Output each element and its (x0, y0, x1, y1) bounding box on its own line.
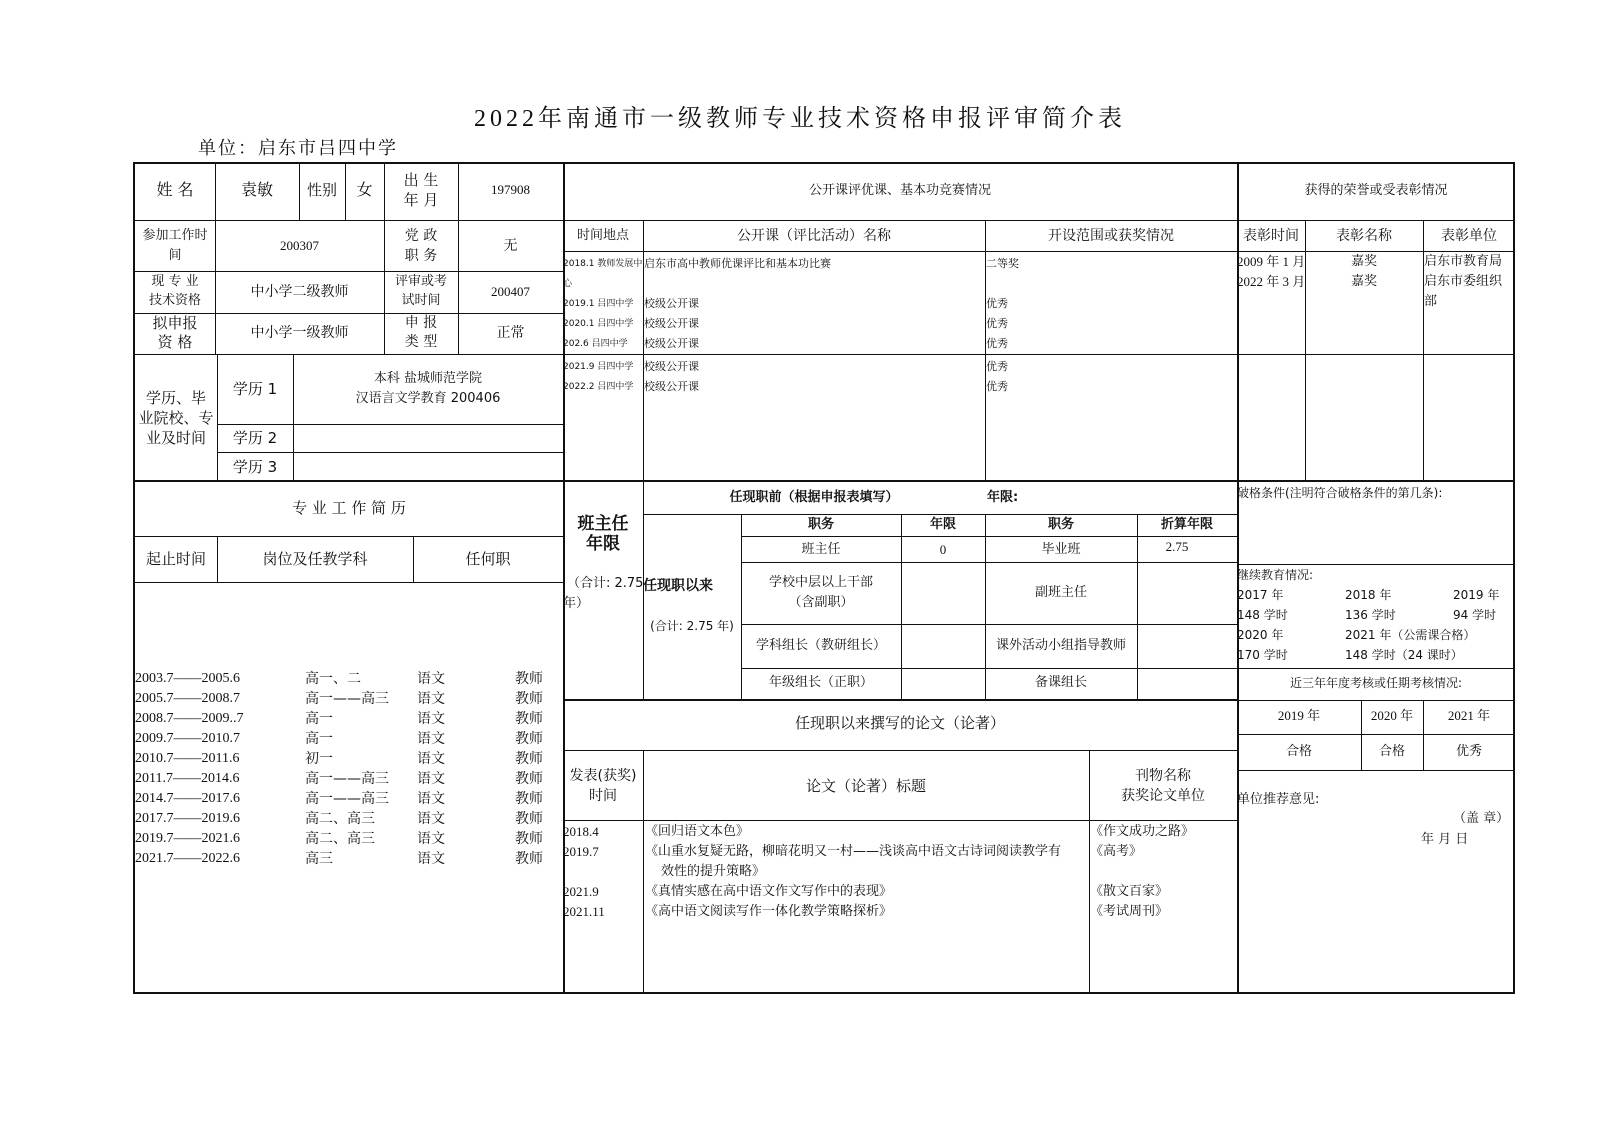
name-label: 姓 名 (156, 180, 194, 199)
open-class-header: 公开课评优课、基本功竞赛情况 (808, 183, 991, 198)
resume-period: 2005.7——2008.7 (135, 691, 240, 706)
recommend-label: 单位推荐意见: (1237, 792, 1320, 807)
resume-subject: 语文 (417, 831, 445, 847)
paper-time: 2019.7 (563, 844, 599, 859)
resume-col-job: 任何职 (465, 550, 511, 568)
resume-period: 2009.7——2010.7 (135, 731, 240, 746)
resume-period: 2010.7——2011.6 (135, 751, 240, 766)
open-name: 校级公开课 (644, 297, 699, 310)
ct-r1-years: 0 (939, 542, 947, 557)
open-name: 校级公开课 (644, 380, 699, 393)
resume-job: 教师 (515, 811, 543, 827)
paper-title: 《真情实感在高中语文作文写作中的表现》 (645, 884, 893, 899)
honor-unit: 部 (1424, 294, 1438, 309)
continuing-education-label: 继续教育情况: (1237, 568, 1314, 582)
cur-qual-value: 中小学二级教师 (250, 284, 349, 300)
resume-grade: 高一 (305, 731, 333, 747)
open-col-time: 时间地点 (576, 228, 629, 243)
type-label: 申 报 (404, 315, 438, 331)
resume-grade: 高一——高三 (305, 771, 389, 787)
resume-job: 教师 (515, 731, 543, 747)
resume-subject: 语文 (417, 671, 445, 687)
papers-col-time: 发表(获奖) (569, 768, 637, 784)
open-result: 优秀 (986, 337, 1008, 350)
edu3-label: 学历 3 (232, 458, 278, 476)
cur-qual-label: 现 专 业 (151, 274, 199, 289)
resume-job: 教师 (515, 711, 543, 727)
resume-subject: 语文 (417, 791, 445, 807)
paper-time: 2021.9 (563, 884, 599, 899)
resume-job: 教师 (515, 771, 543, 787)
resume-grade: 初一 (305, 751, 333, 767)
resume-subject: 语文 (417, 731, 445, 747)
paper-title: 《高中语文阅读写作一体化教学策略探析》 (645, 904, 893, 919)
resume-col-period: 起止时间 (145, 550, 206, 568)
resume-grade: 高一、二 (305, 671, 361, 687)
resume-job: 教师 (515, 751, 543, 767)
honors-col-name: 表彰名称 (1336, 228, 1392, 244)
paper-title: 《山重水复疑无路，柳暗花明又一村——浅谈高中语文古诗词阅读教学有 (645, 844, 1062, 859)
open-result: 优秀 (986, 360, 1008, 373)
assessment-2021: 优秀 (1455, 744, 1482, 759)
unit-label: 单位：启东市吕四中学 (198, 138, 398, 158)
ct-r1-post: 班主任 (801, 542, 841, 557)
open-time: 2018.1 教师发展中 (563, 259, 643, 269)
resume-job: 教师 (515, 691, 543, 707)
open-result: 二等奖 (986, 257, 1019, 270)
open-name: 校级公开课 (644, 317, 699, 330)
resume-subject: 语文 (417, 751, 445, 767)
open-name: 校级公开课 (644, 360, 699, 373)
resume-job: 教师 (515, 851, 543, 867)
paper-title: 效性的提升策略》 (661, 864, 766, 879)
open-name: 校级公开课 (644, 337, 699, 350)
apply-qual-value: 中小学一级教师 (250, 325, 349, 341)
edu1-label: 学历 1 (232, 380, 278, 398)
open-col-result: 开设范围或获奖情况 (1048, 228, 1174, 244)
resume-subject: 语文 (417, 691, 445, 707)
open-time: 2020.1 吕四中学 (563, 319, 634, 329)
resume-grade: 高一——高三 (305, 691, 389, 707)
resume-grade: 高一 (305, 711, 333, 727)
resume-header: 专 业 工 作 简 历 (292, 499, 406, 517)
honor-time: 2009 年 1 月 (1237, 254, 1306, 269)
ct-r4-post2: 备课组长 (1034, 675, 1087, 690)
work-start-value: 200307 (280, 238, 319, 253)
birth-label: 出 生 (403, 171, 439, 189)
work-start-label: 参加工作时 (142, 228, 208, 243)
education-label: 学历、毕 (145, 389, 206, 407)
birth-value: 197908 (491, 182, 530, 197)
resume-job: 教师 (515, 831, 543, 847)
ct-r2-post: 学校中层以上干部 (768, 575, 873, 590)
paper-time: 2018.4 (563, 824, 599, 839)
ct-r1-conv: 2.75 (1165, 539, 1189, 554)
paper-publication: 《考试周刊》 (1090, 904, 1169, 919)
honors-header: 获得的荣誉或受表彰情况 (1304, 183, 1448, 198)
party-label: 党 政 (404, 228, 438, 244)
seal-label: （盖 章） (1453, 811, 1510, 826)
ct-r4-post: 年级组长（正职） (768, 675, 873, 690)
assessment-label: 近三年年度考核或任期考核情况: (1289, 676, 1463, 690)
open-time: 2021.9 吕四中学 (563, 362, 634, 372)
edu1-major: 汉语言文学教育 200406 (355, 391, 501, 406)
ct-r2-post2: 副班主任 (1034, 585, 1087, 600)
ct-col-years: 年限 (929, 517, 956, 532)
page-title: 2022年南通市一级教师专业技术资格申报评审简介表 (474, 106, 1126, 132)
honor-time: 2022 年 3 月 (1237, 274, 1306, 289)
class-teacher-total: （合计: 2.75 (567, 576, 644, 591)
honor-unit: 启东市教育局 (1424, 254, 1503, 269)
years-label: 年限: (987, 490, 1019, 505)
since-label: 任现职以来 (643, 578, 713, 594)
papers-header: 任现职以来撰写的论文（论著） (794, 714, 1005, 732)
resume-grade: 高一——高三 (305, 791, 389, 807)
review-value: 200407 (491, 284, 530, 299)
ct-col-post: 职务 (807, 517, 834, 532)
ct-r1-post2: 毕业班 (1041, 542, 1081, 557)
resume-period: 2019.7——2021.6 (135, 831, 240, 846)
resume-period: 2003.7——2005.6 (135, 671, 240, 686)
date-label: 年 月 日 (1421, 832, 1469, 847)
review-label: 评审或考 (394, 274, 447, 289)
form-table: 姓 名 袁敏 性别 女 出 生 年 月 197908 参加工作时 间 200307 党 政 职 务 无 现 专 业 技术资格 中小学二级教师 评审或考 试时间 200407 拟申报 资 格 中小学一级教师 申 报 类 型 正常 学历、毕 业院校、专 业及时间 学历 1 本科 盐城师范学院 汉语言文学教育 200406 学历 2 学历 3 专 业 工 作 简 历 起止时间 岗位及任教学科 任何职 2003.7——2005.6 高一、二 语文 教师 2005.7——2008.7 高一——高三 语文 教师 2008.7——2009..7 高一 语文 教师 2009.7——2010.7 高一 语文 教师 2010.7——2011.6 初一 语文 教师 2011.7——2014.6 高一——高三 语文 教师 2014.7——2017.6 高一——高三 语文 教师 2017.7——2019.6 高二、高三 语文 教师 2019.7——2021.6 高二、高三 语文 教师 2021.7——2022.6 高三 语文 教师 公开课评优课、基本功竞赛情况 时间地点 公开课（评比活动）名称 开设范围或获奖情况 2018.1 教师发展中 启东市高中教师优课评比和基本功比赛 二等奖 心 2019.1 吕四中学 校级公开课 优秀 2020.1 吕四中学 校级公开课 优秀 202.6 吕四中学 校级公开课 优秀 2021.9 吕四中学 校级公开课 优秀 2022.2 吕四中学 校级公开课 优秀 获得的荣誉或受表彰情况 表彰时间 表彰名称 表彰单位 2009 年 1 月 嘉奖 启东市教育局 2022 年 3 月 嘉奖 启东市委组织 部 班主任 年限 （合计: 2.75 年） 任现职前（根据申报表填写） 年限: 任现职以来 (合计: 2.75 年) 职务 年限 职务 折算年限 班主任 0 毕业班 2.75 学校中层以上干部 （含副职） 副班主任 学科组长（教研组长） 课外活动小组指导教师 年级组长（正职） 备课组长 任现职以来撰写的论文（论著） 发表(获奖) 时间 论文（论著）标题 刊物名称 获奖论文单位 2018.4 《回归语文本色》 《作文成功之路》 2019.7 《山重水复疑无路，柳暗花明又一村——浅谈高中语文古诗词阅读教学有 《高考》 效性的提升策略》 2021.9 《真情实感在高中语文作文写作中的表现》 《散文百家》 2021.11 《高中语文阅读写作一体化教学策略探析》 《考试周刊》 破格条件(注明符合破格条件的第几条): 继续教育情况: 2017 年 2018 年 2019 年 148 学时 136 学时 94 学时 2020 年 2021 年（公需课合格） 170 学时 148 学时（24 课时） 近三年年度考核或任期考核情况: 2019 年 2020 年 2021 年 合格 合格 优秀 单位推荐意见: （盖 章） 年 月 日 (133, 162, 1515, 994)
break-condition-label: 破格条件(注明符合破格条件的第几条): (1237, 486, 1443, 500)
resume-subject: 语文 (417, 771, 445, 787)
honor-name: 嘉奖 (1350, 274, 1377, 289)
apply-qual-label: 拟申报 (152, 314, 198, 332)
open-result: 优秀 (986, 380, 1008, 393)
resume-job: 教师 (515, 671, 543, 687)
open-time: 2019.1 吕四中学 (563, 299, 634, 309)
resume-subject: 语文 (417, 851, 445, 867)
open-name: 启东市高中教师优课评比和基本功比赛 (644, 257, 831, 270)
resume-grade: 高二、高三 (305, 831, 375, 847)
paper-publication: 《散文百家》 (1090, 884, 1169, 899)
type-value: 正常 (496, 325, 525, 341)
open-col-name: 公开课（评比活动）名称 (737, 228, 891, 244)
edu1-school: 本科 盐城师范学院 (373, 371, 483, 386)
resume-subject: 语文 (417, 711, 445, 727)
honor-unit: 启东市委组织 (1424, 274, 1503, 289)
ct-col-conv: 折算年限 (1160, 517, 1213, 532)
honors-col-unit: 表彰单位 (1441, 228, 1497, 244)
gender-label: 性别 (306, 181, 337, 199)
resume-period: 2014.7——2017.6 (135, 791, 240, 806)
paper-publication: 《作文成功之路》 (1090, 824, 1195, 839)
resume-subject: 语文 (417, 811, 445, 827)
gender-value: 女 (356, 180, 373, 199)
honor-name: 嘉奖 (1350, 254, 1377, 269)
resume-period: 2008.7——2009..7 (135, 711, 244, 726)
paper-publication: 《高考》 (1090, 844, 1143, 859)
resume-period: 2017.7——2019.6 (135, 811, 240, 826)
ct-r3-post2: 课外活动小组指导教师 (995, 638, 1126, 653)
paper-title: 《回归语文本色》 (645, 824, 750, 839)
resume-grade: 高三 (305, 851, 333, 867)
edu2-label: 学历 2 (232, 429, 278, 447)
class-teacher-label: 班主任 (577, 514, 629, 534)
name-value: 袁敏 (240, 180, 273, 199)
open-result: 优秀 (986, 297, 1008, 310)
party-value: 无 (503, 238, 518, 254)
open-time: 心 (563, 279, 573, 289)
ct-r3-post: 学科组长（教研组长） (755, 638, 886, 653)
open-time: 2022.2 吕四中学 (563, 382, 634, 392)
assessment-2019: 合格 (1285, 744, 1312, 759)
papers-col-title: 论文（论著）标题 (805, 777, 926, 795)
resume-job: 教师 (515, 791, 543, 807)
ct-col-post2: 职务 (1047, 517, 1074, 532)
resume-col-post: 岗位及任教学科 (262, 550, 368, 568)
open-time: 202.6 吕四中学 (563, 339, 628, 349)
assessment-2020: 合格 (1378, 744, 1405, 759)
before-label: 任现职前（根据申报表填写） (729, 490, 899, 505)
paper-time: 2021.11 (563, 904, 605, 919)
resume-period: 2021.7——2022.6 (135, 851, 240, 866)
honors-col-time: 表彰时间 (1243, 228, 1299, 244)
open-result: 优秀 (986, 317, 1008, 330)
papers-col-pub: 刊物名称 (1135, 768, 1191, 784)
resume-period: 2011.7——2014.6 (135, 771, 240, 786)
since-total: (合计: 2.75 年) (650, 619, 734, 633)
resume-grade: 高二、高三 (305, 811, 375, 827)
